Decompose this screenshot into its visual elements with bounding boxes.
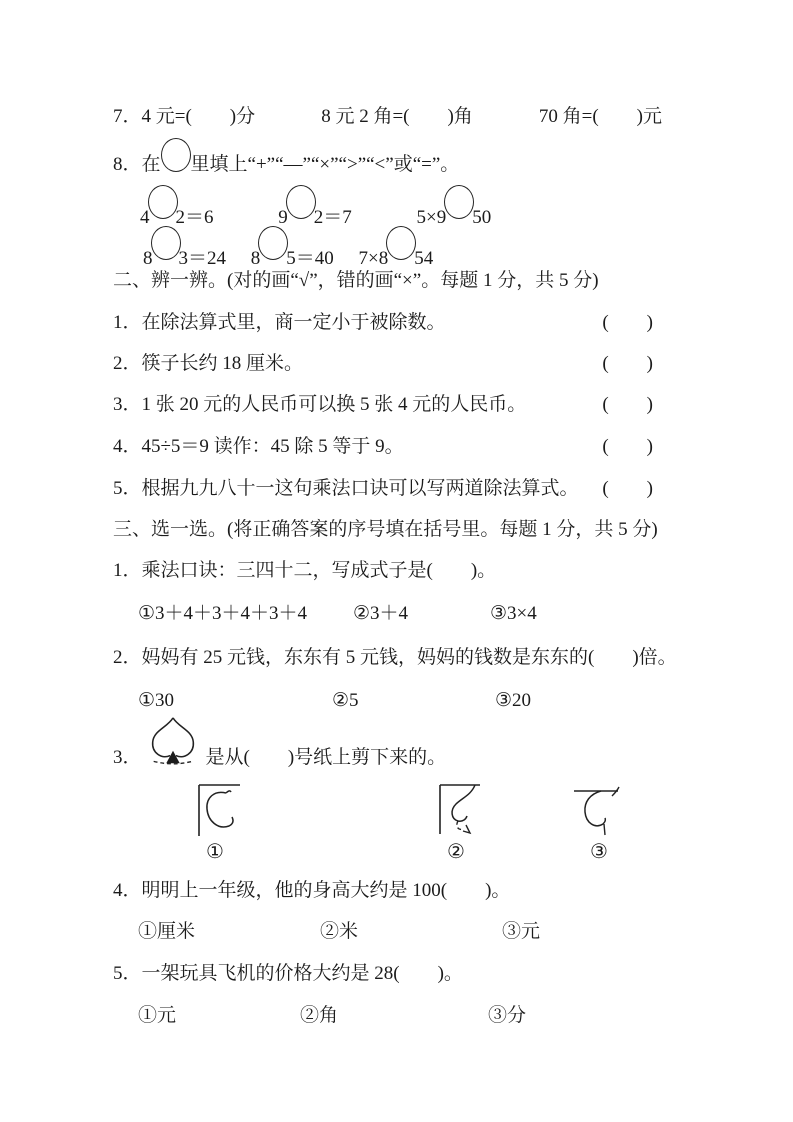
tf-text: 1．在除法算式里，商一定小于被除数。: [113, 312, 446, 333]
equation-left: 5×9: [416, 207, 447, 228]
mc3-suffix: 是从( )号纸上剪下来的。: [205, 747, 447, 768]
tf-text: 3．1 张 20 元的人民币可以换 5 张 4 元的人民币。: [113, 394, 527, 415]
mc-question-2: 2．妈妈有 25 元钱，东东有 5 元钱，妈妈的钱数是东东的( )倍。: [113, 647, 677, 668]
mc4-option-1: ①厘米: [138, 921, 196, 942]
equation: [417, 185, 492, 231]
question-8: [113, 138, 459, 178]
tf-text: 2．筷子长约 18 厘米。: [113, 353, 304, 374]
paper-option-1-icon: [196, 782, 242, 838]
mc4-option-3: ③元: [502, 921, 541, 942]
tf-text: 4．45÷5＝9 读作：45 除 5 等于 9。: [113, 436, 404, 457]
paper-label-1: ①: [206, 841, 224, 863]
equation-left: 7×8: [358, 248, 389, 269]
mc1-option-3: ③3×4: [490, 603, 537, 624]
mc1-option-2: ②3＋4: [353, 603, 409, 624]
mc1-option-1: ①3＋4＋3＋4＋3＋4: [138, 603, 308, 624]
equation-right: 5＝40: [286, 248, 334, 269]
equation: [251, 226, 334, 272]
q8-equation-row-1: [140, 185, 551, 231]
q8-equation-row-2: [143, 226, 453, 272]
mc3-prefix: 3．: [113, 747, 142, 768]
blank-circle-icon: [258, 226, 288, 260]
blank-circle-icon: [286, 185, 316, 219]
q8-prefix: 8．在: [113, 154, 161, 175]
q7-part-1: 7．4 元=( )分: [113, 106, 256, 127]
tf-item-1: [113, 310, 653, 336]
paper-option-3-icon: [572, 784, 622, 838]
mc-question-1: 1．乘法口诀：三四十二，写成式子是( )。: [113, 560, 497, 581]
paper-option-2-icon: [437, 782, 483, 838]
equation-right: 50: [472, 207, 492, 228]
mc5-option-1: ①元: [138, 1005, 177, 1026]
section-3-title: 三、选一选。(将正确答案的序号填在括号里。每题 1 分，共 5 分): [113, 519, 658, 540]
tf-item-3: [113, 392, 653, 418]
blank-circle-icon: [161, 138, 191, 172]
q8-suffix: 里填上“+”“—”“×”“>”“<”或“=”。: [190, 154, 460, 175]
question-7: [113, 104, 662, 130]
mc2-option-1: ①30: [138, 690, 175, 711]
answer-parens: ( ): [602, 436, 653, 457]
paper-label-3: ③: [590, 841, 608, 863]
mc2-option-3: ③20: [495, 690, 532, 711]
blank-circle-icon: [386, 226, 416, 260]
equation-left: 8: [143, 248, 153, 269]
equation-right: 54: [414, 248, 434, 269]
answer-parens: ( ): [602, 478, 653, 499]
equation-left: 8: [250, 248, 261, 269]
answer-parens: ( ): [602, 353, 653, 374]
equation-left: 9: [278, 207, 288, 228]
answer-parens: ( ): [602, 394, 653, 415]
q7-part-2: 8 元 2 角=( )角: [321, 106, 473, 127]
tf-text: 5．根据九九八十一这句乘法口诀可以写两道除法算式。: [113, 478, 579, 499]
answer-parens: ( ): [602, 312, 653, 333]
paper-label-2: ②: [447, 841, 465, 863]
blank-circle-icon: [148, 185, 178, 219]
equation-left: 4: [140, 207, 150, 228]
mc5-option-2: ②角: [300, 1005, 339, 1026]
equation: [140, 185, 214, 231]
tf-item-4: [113, 434, 653, 460]
equation-right: 2＝6: [175, 207, 214, 228]
tf-item-5: [113, 476, 653, 502]
section-2-title: 二、辨一辨。(对的画“√”，错的画“×”。每题 1 分，共 5 分): [113, 270, 599, 291]
mc4-option-2: ②米: [320, 921, 359, 942]
q7-part-3: 70 角=( )元: [538, 106, 662, 127]
equation: [278, 185, 352, 231]
equation: [359, 226, 434, 272]
equation: [143, 226, 226, 272]
tf-item-2: [113, 351, 653, 377]
mc-question-5: 5．一架玩具飞机的价格大约是 28( )。: [113, 963, 463, 984]
blank-circle-icon: [151, 226, 181, 260]
blank-circle-icon: [444, 185, 474, 219]
equation-right: 3＝24: [178, 248, 227, 269]
mc2-option-2: ②5: [332, 690, 359, 711]
mc5-option-3: ③分: [488, 1005, 527, 1026]
mc-question-3: [113, 714, 446, 770]
equation-right: 2＝7: [313, 207, 352, 228]
spade-cutout-icon: [144, 714, 202, 772]
mc-question-4: 4．明明上一年级，他的身高大约是 100( )。: [113, 880, 511, 901]
